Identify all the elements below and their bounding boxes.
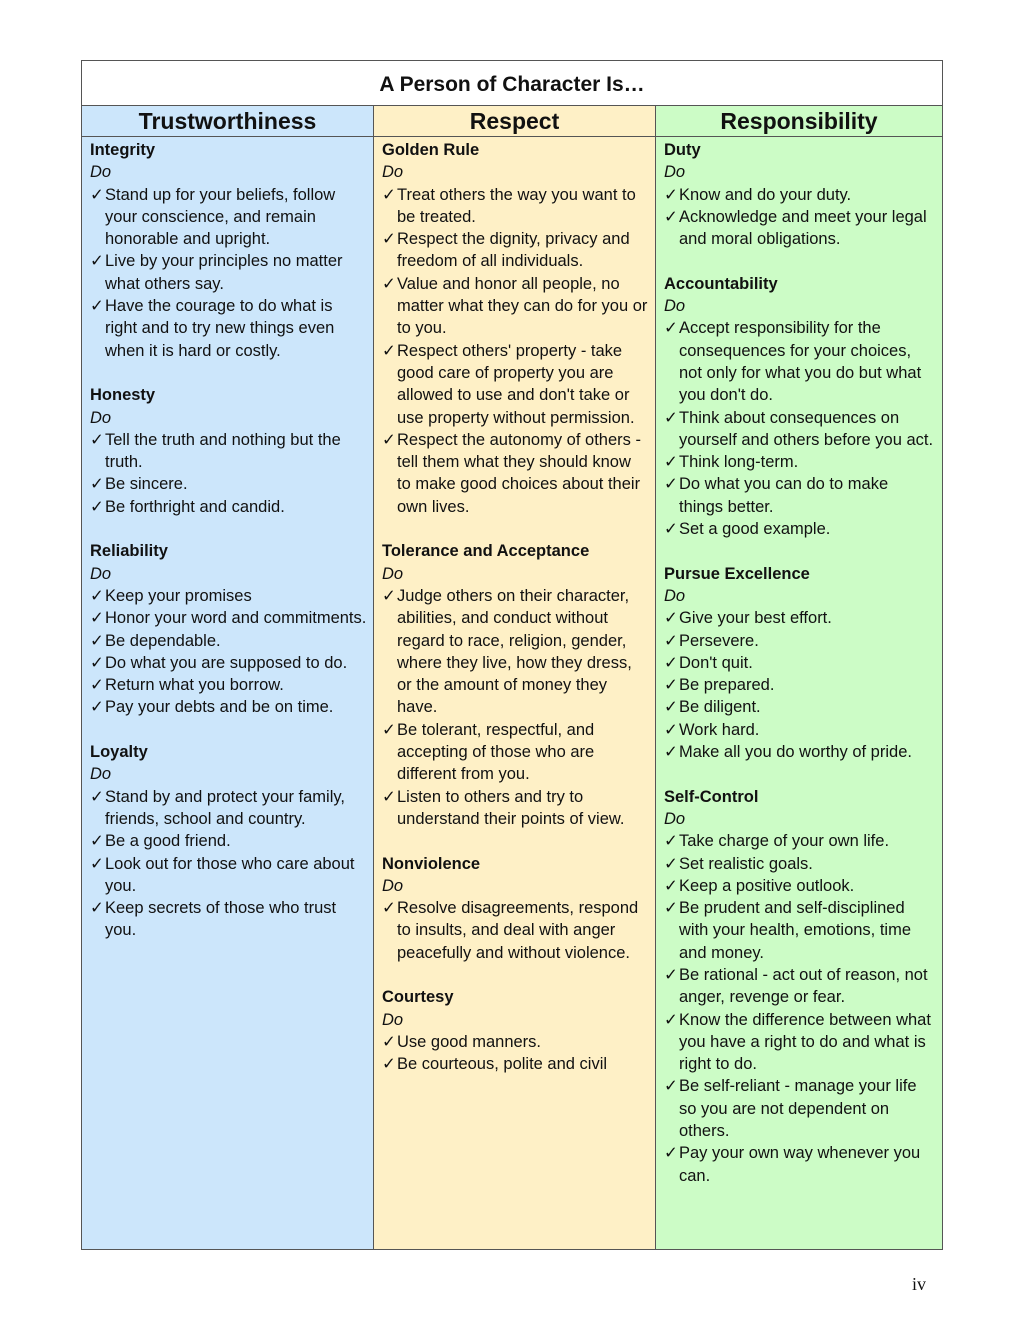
list-item: [382, 719, 649, 786]
checkmark-icon: ✓: [90, 676, 104, 695]
list-item: [664, 1075, 936, 1142]
checkmark-icon: ✓: [90, 185, 104, 204]
checkmark-icon: ✓: [382, 430, 396, 449]
list-item: [90, 585, 367, 607]
list-item: [90, 853, 367, 898]
list-item: [382, 340, 649, 429]
list-item: [90, 674, 367, 696]
list-item-text: Respect the autonomy of others - tell them what they should know to make good choices about their own lives.: [397, 430, 641, 516]
list-item: [382, 429, 649, 518]
list-item-text: Be prepared.: [679, 676, 775, 695]
checkmark-icon: ✓: [664, 876, 678, 895]
checkmark-icon: ✓: [664, 475, 678, 494]
checkmark-icon: ✓: [90, 832, 104, 851]
list-item: [90, 496, 367, 518]
list-item: [90, 786, 367, 831]
section: [382, 540, 649, 830]
section: [90, 139, 367, 362]
list-item-text: Stand up for your beliefs, follow your conscience, and remain honorable and upright.: [105, 185, 336, 249]
list-item: [664, 407, 936, 452]
checkmark-icon: ✓: [382, 274, 396, 293]
list-item-text: Be tolerant, respectful, and accepting of those who are different from you.: [397, 720, 595, 784]
list-item: [90, 897, 367, 942]
list-item: [382, 184, 649, 229]
list-item-text: Have the courage to do what is right and to try new things even when it is hard or costly.: [105, 297, 335, 360]
checkmark-icon: ✓: [664, 854, 678, 873]
column-heading: Respect: [374, 106, 655, 137]
checkmark-icon: ✓: [382, 341, 396, 360]
checkmark-icon: ✓: [664, 631, 678, 650]
list-item-text: Keep secrets of those who trust you.: [105, 899, 337, 940]
checkmark-icon: ✓: [90, 698, 104, 717]
list-item: [90, 473, 367, 495]
section-do-label: Do: [664, 297, 686, 316]
section: [664, 139, 936, 250]
checkmark-icon: ✓: [382, 899, 396, 918]
list-item-text: Don't quit.: [679, 653, 753, 672]
list-item-text: Persevere.: [679, 631, 759, 650]
section-title: Accountability: [664, 274, 778, 293]
list-item-text: Live by your principles no matter what others say.: [105, 252, 343, 293]
list-item-text: Think about consequences on yourself and others before you act.: [679, 408, 934, 449]
section-do-label: Do: [382, 564, 404, 583]
list-item-text: Do what you are supposed to do.: [105, 653, 348, 672]
section-do-label: Do: [90, 163, 112, 182]
list-item: [382, 228, 649, 273]
list-item: [664, 451, 936, 473]
list-item-text: Know the difference between what you have a right to do and what is right to do.: [679, 1010, 931, 1074]
checkmark-icon: ✓: [382, 1055, 396, 1074]
list-item-text: Be prudent and self-disciplined with your health, emotions, time and money.: [679, 899, 912, 962]
list-item-text: Set a good example.: [679, 520, 831, 539]
list-item-text: Use good manners.: [397, 1032, 541, 1051]
list-item: [664, 674, 936, 696]
list-item: [664, 184, 936, 206]
list-item: [382, 1031, 649, 1053]
list-item-text: Respect the dignity, privacy and freedom of all individuals.: [397, 230, 630, 271]
section: [382, 853, 649, 964]
section: [664, 563, 936, 764]
list-item-text: Give your best effort.: [679, 609, 832, 628]
section-title: Loyalty: [90, 743, 148, 762]
table-title: A Person of Character Is…: [82, 61, 942, 106]
checkmark-icon: ✓: [90, 252, 104, 271]
section: [664, 273, 936, 541]
checkmark-icon: ✓: [664, 832, 678, 851]
list-item-text: Be rational - act out of reason, not anger, revenge or fear.: [679, 965, 928, 1007]
checkmark-icon: ✓: [90, 787, 104, 806]
list-item-text: Set realistic goals.: [679, 854, 813, 873]
list-item-text: Value and honor all people, no matter what they can do for you or to you.: [397, 274, 648, 338]
checkmark-icon: ✓: [90, 586, 104, 605]
list-item: [90, 630, 367, 652]
section-title: Tolerance and Acceptance: [382, 542, 590, 561]
list-item-text: Be sincere.: [105, 475, 188, 494]
checkmark-icon: ✓: [664, 1144, 678, 1163]
checkmark-icon: ✓: [664, 653, 678, 672]
list-item-text: Keep a positive outlook.: [679, 876, 855, 895]
list-item: [664, 696, 936, 718]
list-item-text: Listen to others and try to understand their points of view.: [397, 787, 625, 828]
section-do-label: Do: [382, 163, 404, 182]
checkmark-icon: ✓: [664, 743, 678, 762]
list-item: [664, 853, 936, 875]
list-item-text: Honor your word and commitments.: [105, 609, 367, 628]
checkmark-icon: ✓: [664, 1010, 678, 1029]
list-item-text: Know and do your duty.: [679, 185, 852, 204]
checkmark-icon: ✓: [90, 497, 104, 516]
section-title: Reliability: [90, 542, 168, 561]
list-item-text: Respect others' property - take good care of property you are allowed to use and don't take or use property without permission.: [397, 341, 635, 427]
list-item-text: Be forthright and candid.: [105, 497, 285, 516]
list-item: [664, 964, 936, 1009]
list-item: [90, 250, 367, 295]
checkmark-icon: ✓: [664, 676, 678, 695]
checkmark-icon: ✓: [382, 230, 396, 249]
list-item: [382, 897, 649, 964]
section-title: Nonviolence: [382, 854, 481, 873]
list-item: [664, 1009, 936, 1076]
list-item-text: Stand by and protect your family, friends, school and country.: [105, 787, 345, 828]
list-item: [90, 652, 367, 674]
column-body: [82, 137, 373, 942]
checkmark-icon: ✓: [664, 453, 678, 472]
checkmark-icon: ✓: [90, 653, 104, 672]
list-item-text: Do what you can do to make things better.: [679, 475, 889, 516]
list-item-text: Tell the truth and nothing but the truth.: [105, 430, 341, 472]
section: [90, 384, 367, 518]
checkmark-icon: ✓: [382, 1032, 396, 1051]
list-item: [382, 273, 649, 340]
section: [90, 540, 367, 718]
list-item-text: Keep your promises: [105, 586, 252, 605]
checkmark-icon: ✓: [664, 408, 678, 427]
section-do-label: Do: [382, 876, 404, 895]
checkmark-icon: ✓: [664, 319, 678, 338]
list-item: [664, 719, 936, 741]
checkmark-icon: ✓: [664, 965, 678, 984]
section-do-label: Do: [90, 765, 112, 784]
list-item: [382, 786, 649, 831]
list-item: [382, 1053, 649, 1075]
checkmark-icon: ✓: [382, 185, 396, 204]
checkmark-icon: ✓: [90, 297, 104, 316]
list-item-text: Look out for those who care about you.: [105, 854, 355, 895]
list-item: [664, 317, 936, 406]
checkmark-icon: ✓: [382, 586, 396, 605]
list-item-text: Think long-term.: [679, 453, 799, 472]
section-do-label: Do: [382, 1010, 404, 1029]
checkmark-icon: ✓: [664, 1077, 678, 1096]
section-do-label: Do: [90, 564, 112, 583]
list-item-text: Be dependable.: [105, 631, 221, 650]
list-item: [664, 741, 936, 763]
section-title: Self-Control: [664, 787, 759, 806]
list-item-text: Work hard.: [679, 720, 760, 739]
list-item: [90, 830, 367, 852]
list-item: [382, 585, 649, 719]
column-body: [656, 137, 942, 1187]
list-item: [664, 473, 936, 518]
list-item: [664, 630, 936, 652]
list-item-text: Be courteous, polite and civil: [397, 1055, 608, 1074]
list-item-text: Judge others on their character, abilities, and conduct without regard to race, religion, gender, where they live, how they dress, or the amount of money they have.: [397, 586, 632, 717]
list-item-text: Treat others the way you want to be treated.: [397, 185, 636, 226]
list-item: [664, 607, 936, 629]
list-item: [90, 696, 367, 718]
checkmark-icon: ✓: [664, 720, 678, 739]
list-item-text: Pay your own way whenever you can.: [679, 1144, 921, 1185]
list-item-text: Pay your debts and be on time.: [105, 698, 334, 717]
list-item: [664, 518, 936, 540]
list-item-text: Take charge of your own life.: [679, 832, 890, 851]
section-title: Courtesy: [382, 988, 454, 1007]
checkmark-icon: ✓: [90, 430, 104, 449]
list-item: [90, 295, 367, 362]
list-item-text: Make all you do worthy of pride.: [679, 743, 912, 762]
list-item: [664, 1142, 936, 1187]
list-item-text: Be a good friend.: [105, 832, 231, 851]
column-heading: Trustworthiness: [82, 106, 373, 137]
checkmark-icon: ✓: [90, 475, 104, 494]
column-body: [374, 137, 655, 1075]
section: [382, 139, 649, 518]
checkmark-icon: ✓: [90, 609, 104, 628]
column-trustworthiness: [82, 106, 374, 1249]
list-item-text: Resolve disagreements, respond to insults, and deal with anger peacefully and without violence.: [397, 899, 639, 962]
column-heading: Responsibility: [656, 106, 942, 137]
list-item: [90, 184, 367, 251]
checkmark-icon: ✓: [664, 207, 678, 226]
list-item: [664, 875, 936, 897]
section: [90, 741, 367, 942]
list-item-text: Acknowledge and meet your legal and moral obligations.: [679, 207, 927, 249]
section: [664, 786, 936, 1187]
checkmark-icon: ✓: [382, 787, 396, 806]
section-title: Duty: [664, 141, 701, 159]
list-item: [664, 897, 936, 964]
section: [382, 986, 649, 1075]
checkmark-icon: ✓: [382, 720, 396, 739]
list-item: [664, 652, 936, 674]
section-title: Integrity: [90, 141, 156, 159]
section-title: Pursue Excellence: [664, 564, 810, 583]
list-item-text: Return what you borrow.: [105, 676, 284, 695]
page-number: iv: [912, 1274, 927, 1294]
section-do-label: Do: [90, 408, 112, 427]
checkmark-icon: ✓: [664, 609, 678, 628]
list-item: [664, 830, 936, 852]
checkmark-icon: ✓: [664, 520, 678, 539]
checkmark-icon: ✓: [90, 854, 104, 873]
list-item-text: Be diligent.: [679, 698, 761, 717]
column-responsibility: [656, 106, 942, 1249]
section-do-label: Do: [664, 809, 686, 828]
list-item-text: Be self-reliant - manage your life so you are not dependent on others.: [679, 1077, 917, 1141]
column-respect: [374, 106, 656, 1249]
section-do-label: Do: [664, 586, 686, 605]
section-do-label: Do: [664, 163, 686, 182]
list-item: [664, 206, 936, 251]
section-title: Golden Rule: [382, 141, 480, 159]
checkmark-icon: ✓: [90, 631, 104, 650]
character-table: [81, 60, 943, 1250]
list-item-text: Accept responsibility for the consequences for your choices, not only for what you do but what you don't do.: [679, 319, 922, 405]
checkmark-icon: ✓: [664, 698, 678, 717]
checkmark-icon: ✓: [664, 185, 678, 204]
checkmark-icon: ✓: [664, 899, 678, 918]
list-item: [90, 607, 367, 629]
list-item: [90, 429, 367, 474]
section-title: Honesty: [90, 386, 156, 405]
checkmark-icon: ✓: [90, 899, 104, 918]
